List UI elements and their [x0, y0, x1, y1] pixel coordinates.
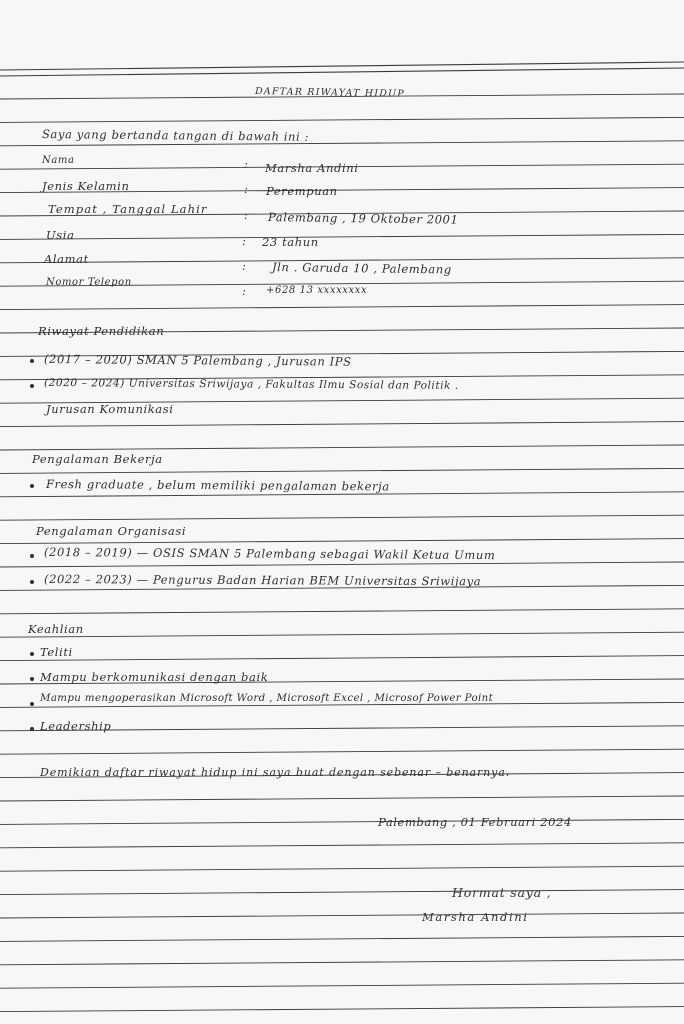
section-heading-pengalaman-kerja: Pengalaman Bekerja	[32, 452, 163, 466]
bullet	[30, 359, 34, 363]
field-sep-jenis-kelamin: :	[244, 182, 249, 196]
field-value-alamat: Jln . Garuda 10 , Palembang	[271, 260, 452, 277]
paper-rule	[0, 632, 684, 637]
paper-rule	[0, 749, 684, 754]
keahlian-item: Teliti	[40, 645, 73, 659]
field-label-telepon: Nomor Telepon	[46, 277, 132, 288]
paper-rule	[0, 796, 684, 801]
pendidikan-item: (2017 – 2020) SMAN 5 Palembang , Jurusan IPS	[43, 352, 352, 369]
paper-rule	[0, 468, 684, 473]
paper-rule	[0, 819, 684, 824]
field-label-nama: Nama	[42, 155, 75, 166]
field-value-usia: 23 tahun	[262, 235, 319, 249]
paper-rule	[0, 960, 684, 965]
keahlian-item: Mampu berkomunikasi dengan baik	[40, 670, 269, 684]
paper-rule	[0, 936, 684, 941]
field-value-jenis-kelamin: Perempuan	[266, 184, 338, 198]
field-value-ttl: Palembang , 19 Oktober 2001	[267, 210, 459, 227]
organisasi-item: (2022 – 2023) — Pengurus Badan Harian BEM Universitas Sriwijaya	[43, 572, 482, 589]
bullet	[30, 677, 34, 681]
bullet	[30, 702, 34, 706]
bullet	[30, 652, 34, 656]
field-sep-nama: :	[244, 157, 249, 171]
keahlian-item: Leadership	[40, 719, 112, 733]
paper-rule	[0, 422, 684, 427]
bullet	[30, 580, 34, 584]
pendidikan-item: (2020 – 2024) Universitas Sriwijaya , Fakultas Ilmu Sosial dan Politik .	[43, 377, 459, 392]
paper-rule	[0, 562, 684, 567]
field-value-nama: Marsha Andini	[265, 161, 359, 175]
paper-rule	[0, 656, 684, 661]
regards-text: Hormat saya ,	[452, 885, 552, 900]
field-sep-usia: :	[242, 234, 247, 248]
field-label-alamat: Alamat	[44, 252, 89, 266]
document-title: DAFTAR RIWAYAT HIDUP	[254, 86, 405, 100]
bullet	[30, 727, 34, 731]
field-sep-ttl: :	[244, 208, 249, 222]
paper-rule	[0, 539, 684, 544]
field-sep-telepon: :	[242, 284, 247, 298]
pendidikan-continuation: Jurusan Komunikasi	[46, 402, 174, 416]
place-date: Palembang , 01 Februari 2024	[378, 815, 572, 829]
bullet	[30, 484, 34, 488]
intro-text: Saya yang bertanda tangan di bawah ini :	[41, 127, 310, 144]
field-value-telepon: +628 13 xxxxxxxx	[266, 285, 368, 296]
closing-statement: Demikian daftar riwayat hidup ini saya buat dengan sebenar – benarnya.	[40, 766, 511, 779]
section-heading-pendidikan: Riwayat Pendidikan	[38, 324, 165, 338]
paper-rule	[0, 445, 684, 450]
paper-rule	[0, 843, 684, 848]
paper-rule	[0, 866, 684, 871]
field-sep-alamat: :	[242, 259, 247, 273]
paper-rule	[0, 983, 684, 988]
paper-rule	[0, 515, 684, 520]
paper-rule	[0, 913, 684, 918]
paper-rule	[0, 117, 684, 122]
bullet	[30, 384, 34, 388]
field-label-ttl: Tempat , Tanggal Lahir	[48, 202, 208, 216]
organisasi-item: (2018 – 2019) — OSIS SMAN 5 Palembang sebagai Wakil Ketua Umum	[43, 545, 496, 563]
pengalaman-kerja-item: Fresh graduate , belum memiliki pengalaman bekerja	[45, 477, 390, 494]
paper-rule	[0, 1007, 684, 1012]
paper-rule	[0, 234, 684, 239]
paper-rule	[0, 609, 684, 614]
keahlian-item: Mampu mengoperasikan Microsoft Word , Microsoft Excel , Microsof Power Point	[40, 693, 494, 704]
section-heading-organisasi: Pengalaman Organisasi	[36, 524, 187, 538]
field-label-jenis-kelamin: Jenis Kelamin	[42, 179, 130, 193]
section-heading-keahlian: Keahlian	[28, 622, 84, 636]
bullet	[30, 554, 34, 558]
signature-name: Marsha Andini	[422, 910, 529, 924]
paper-rule	[0, 890, 684, 895]
paper-rule	[0, 305, 684, 310]
field-label-usia: Usia	[46, 228, 75, 242]
